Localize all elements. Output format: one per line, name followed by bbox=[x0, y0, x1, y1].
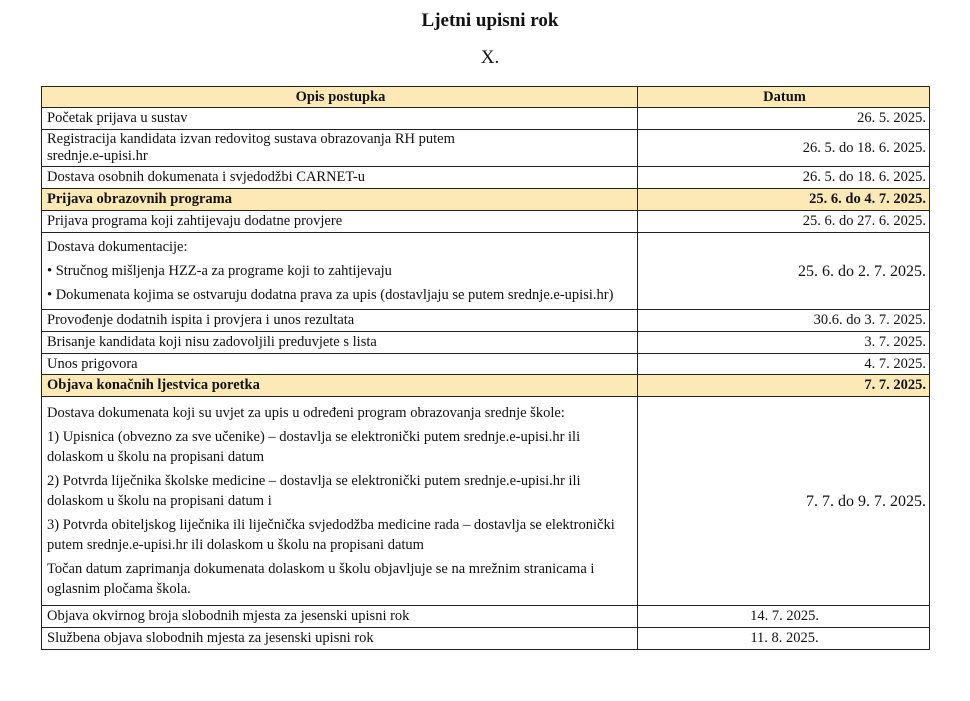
table-row bbox=[42, 332, 930, 354]
section-number: X. bbox=[480, 47, 500, 68]
table-row bbox=[42, 211, 930, 233]
description-line: srednje.e-upisi.hr bbox=[47, 148, 148, 164]
bullet-item: • Dokumenata kojima se ostvaruju dodatna prava za upis (dostavljaju se putem srednje.e-upisi.hr) bbox=[47, 285, 634, 305]
row-description: Prijava obrazovnih programa bbox=[42, 189, 638, 211]
row-date: 25. 6. do 4. 7. 2025. bbox=[638, 189, 930, 211]
schedule-table bbox=[41, 86, 930, 650]
description-line: Registracija kandidata izvan redovitog sustava obrazovanja RH putem bbox=[47, 131, 455, 147]
table-row-highlighted bbox=[42, 375, 930, 397]
table-row bbox=[42, 628, 930, 650]
row-date: 4. 7. 2025. bbox=[638, 354, 930, 375]
column-header-date: Datum bbox=[638, 87, 930, 108]
row-description: Brisanje kandidata koji nisu zadovoljili preduvjete s lista bbox=[42, 332, 638, 354]
row-date: 25. 6. do 27. 6. 2025. bbox=[638, 211, 930, 233]
row-date: 7. 7. do 9. 7. 2025. bbox=[638, 397, 930, 606]
page-title: Ljetni upisni rok bbox=[421, 10, 559, 31]
row-date: 25. 6. do 2. 7. 2025. bbox=[638, 233, 930, 310]
table-row bbox=[42, 310, 930, 332]
row-date: 14. 7. 2025. bbox=[638, 606, 930, 628]
description-paragraph: Dostava dokumenata koji su uvjet za upis u određeni program obrazovanja srednje škole: bbox=[47, 405, 565, 421]
table-header-row bbox=[42, 87, 930, 108]
description-intro: Dostava dokumentacije: bbox=[47, 239, 188, 255]
column-header-description: Opis postupka bbox=[42, 87, 638, 108]
row-description: Provođenje dodatnih ispita i provjera i unos rezultata bbox=[42, 310, 638, 332]
table-row bbox=[42, 130, 930, 167]
row-description: Službena objava slobodnih mjesta za jesenski upisni rok bbox=[42, 628, 638, 650]
row-date: 7. 7. 2025. bbox=[638, 375, 930, 397]
row-date: 26. 5. 2025. bbox=[638, 108, 930, 130]
row-date: 26. 5. do 18. 6. 2025. bbox=[638, 130, 930, 167]
row-description bbox=[42, 233, 638, 310]
row-description: Objava konačnih ljestvica poretka bbox=[42, 375, 638, 397]
row-description bbox=[42, 130, 638, 167]
table-row bbox=[42, 354, 930, 375]
table-row bbox=[42, 233, 930, 310]
description-paragraph: Točan datum zaprimanja dokumenata dolaskom u školu objavljuje se na mrežnim stranicama i oglasnim pločama škola. bbox=[47, 561, 595, 597]
description-paragraph: 2) Potvrda liječnika školske medicine – dostavlja se elektronički putem srednje.e-upisi.hr ili dolaskom u školu na propisani datum i bbox=[47, 473, 581, 509]
row-date: 11. 8. 2025. bbox=[638, 628, 930, 650]
table-row bbox=[42, 167, 930, 189]
table-row bbox=[42, 606, 930, 628]
row-description: Početak prijava u sustav bbox=[42, 108, 638, 130]
bullet-item: • Stručnog mišljenja HZZ-a za programe koji to zahtijevaju bbox=[47, 261, 634, 281]
table-row-highlighted bbox=[42, 189, 930, 211]
row-date: 3. 7. 2025. bbox=[638, 332, 930, 354]
row-description: Dostava osobnih dokumenata i svjedodžbi CARNET-u bbox=[42, 167, 638, 189]
row-description: Objava okvirnog broja slobodnih mjesta za jesenski upisni rok bbox=[42, 606, 638, 628]
description-paragraph: 3) Potvrda obiteljskog liječnika ili liječnička svjedodžba medicine rada – dostavlja se elektronički putem srednje.e-upisi.hr ili dolaskom u školu na propisani datum bbox=[47, 517, 615, 553]
table-row bbox=[42, 397, 930, 606]
description-paragraph: 1) Upisnica (obvezno za sve učenike) – dostavlja se elektronički putem srednje.e-upisi.hr ili dolaskom u školu na propisani datum bbox=[47, 429, 581, 465]
row-description: Prijava programa koji zahtijevaju dodatne provjere bbox=[42, 211, 638, 233]
table-row bbox=[42, 108, 930, 130]
row-date: 30.6. do 3. 7. 2025. bbox=[638, 310, 930, 332]
row-date: 26. 5. do 18. 6. 2025. bbox=[638, 167, 930, 189]
row-description: Unos prigovora bbox=[42, 354, 638, 375]
row-description bbox=[42, 397, 638, 606]
